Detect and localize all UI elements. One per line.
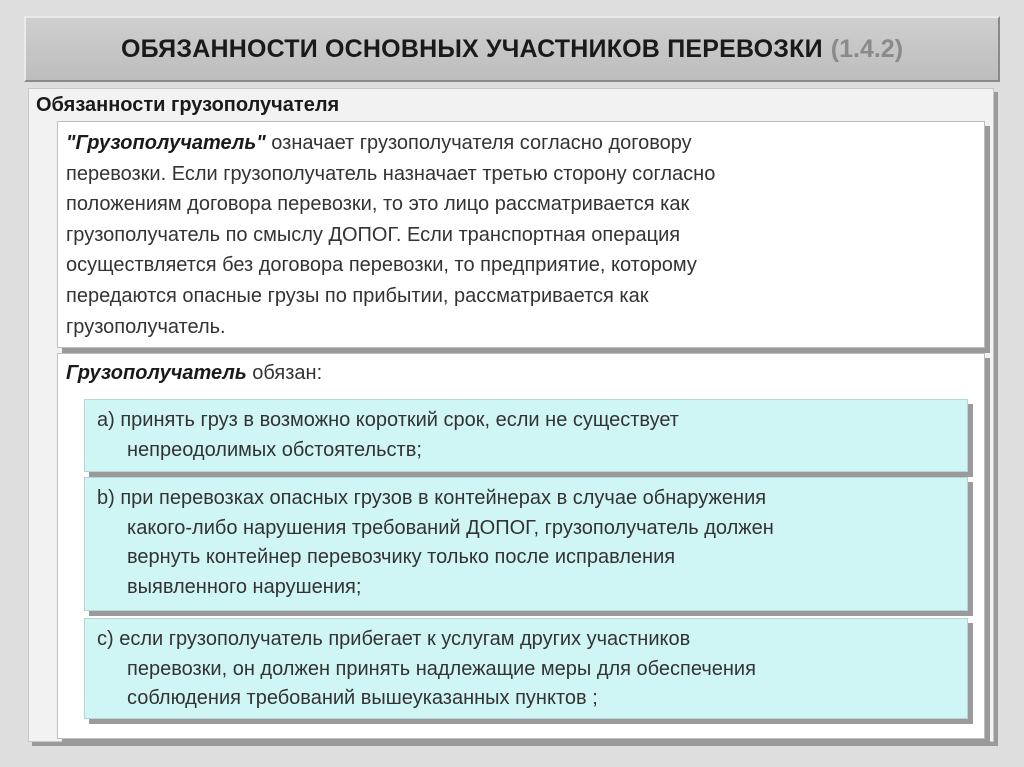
definition-line: перевозки. Если грузополучатель назначает третью сторону согласно	[66, 162, 716, 185]
definition-line: осуществляется без договора перевозки, то предприятие, которому	[66, 254, 697, 277]
duties-heading-rest: обязан:	[252, 362, 323, 384]
duty-item-a	[84, 399, 968, 472]
duties-heading	[66, 362, 322, 385]
duty-item-line: соблюдения требований вышеуказанных пунктов ;	[127, 687, 598, 709]
duty-item-line: вернуть контейнер перевозчику только после исправления	[127, 546, 676, 568]
section-reference: (1.4.2)	[830, 34, 904, 63]
definition-text	[66, 128, 974, 342]
definition-line: грузополучатель.	[66, 315, 226, 338]
duty-item-line: а) принять груз в возможно короткий срок, если не существует	[97, 409, 679, 431]
title-bar	[24, 16, 1000, 82]
definition-term: "Грузополучатель"	[66, 132, 266, 154]
definition-box	[57, 121, 985, 348]
duties-heading-term: Грузополучатель	[66, 362, 247, 384]
duty-item-line: непреодолимых обстоятельств;	[127, 438, 422, 461]
section-heading: Обязанности грузополучателя	[36, 94, 340, 116]
definition-line: передаются опасные грузы по прибытии, рассматривается как	[66, 284, 649, 307]
page-title: ОБЯЗАННОСТИ ОСНОВНЫХ УЧАСТНИКОВ ПЕРЕВОЗКИ	[120, 34, 823, 63]
duty-item-line: с) если грузополучатель прибегает к услугам других участников	[97, 628, 691, 650]
duty-item-line: выявленного нарушения;	[127, 575, 362, 598]
duty-item-line: какого-либо нарушения требований ДОПОГ, грузополучатель должен	[127, 516, 774, 539]
duty-item-c	[84, 618, 968, 719]
definition-line: грузополучатель по смыслу ДОПОГ. Если транспортная операция	[66, 223, 681, 246]
duty-item-b	[84, 477, 968, 611]
definition-line: означает грузополучателя согласно договору	[271, 132, 692, 154]
duty-item-line: перевозки, он должен принять надлежащие меры для обеспечения	[127, 657, 756, 680]
duty-item-line: b) при перевозках опасных грузов в контейнерах в случае обнаружения	[97, 487, 767, 509]
definition-line: положениям договора перевозки, то это лицо рассматривается как	[66, 193, 690, 216]
